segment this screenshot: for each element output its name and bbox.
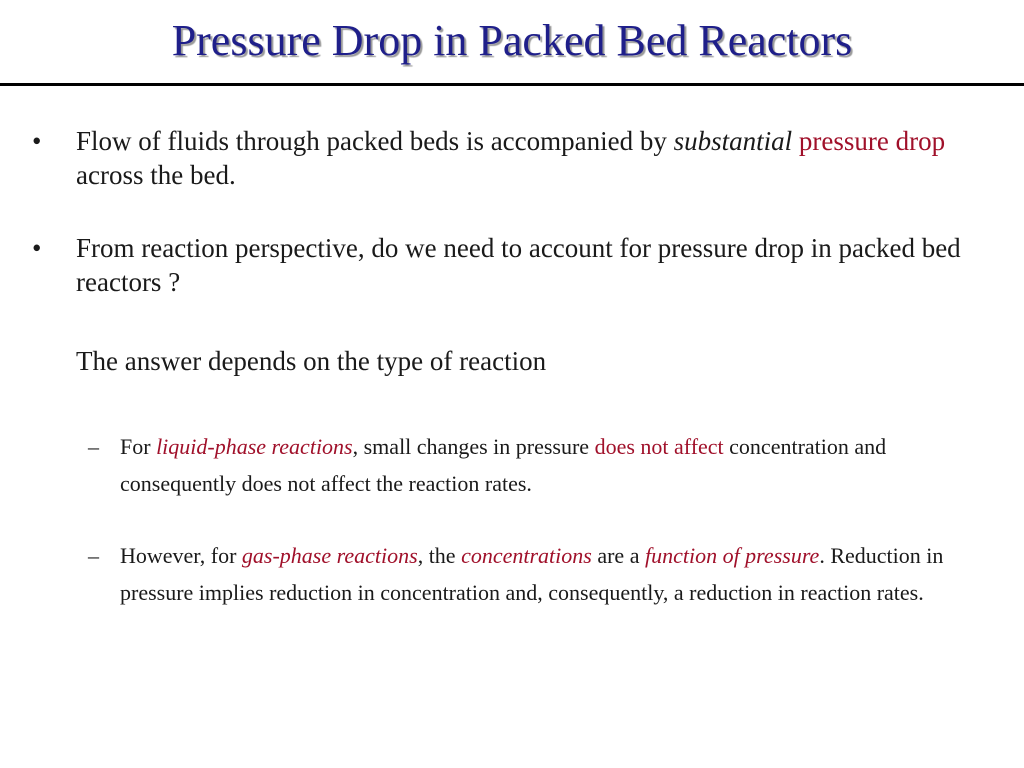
sub-bullet-marker: – <box>88 434 99 459</box>
sub-bullet-item-1 <box>88 428 968 502</box>
sub-bullet-text-segment: . Reduction in pressure implies reduction in concentration and, consequently, a reduction in reaction rates. <box>120 543 944 605</box>
bullet-text-segment: across the bed. <box>76 160 236 190</box>
sub-bullet-text-segment: , small changes in pressure <box>352 434 595 459</box>
sub-bullet-text-segment: concentration and consequently does not affect the reaction rates. <box>120 434 887 496</box>
bullet-item-1 <box>32 124 992 192</box>
sub-bullet-text-segment: However, for <box>120 543 242 568</box>
title-divider <box>0 83 1024 86</box>
bullet-item-2 <box>32 231 992 299</box>
bullet-text <box>76 124 992 192</box>
answer-text: The answer depends on the type of reaction <box>76 346 547 376</box>
emphasis-does-not-affect: does not affect <box>594 434 724 459</box>
bullet-text: From reaction perspective, do we need to account for pressure drop in packed bed reactors ? <box>76 233 961 297</box>
bullet-marker: • <box>32 126 42 156</box>
emphasis-substantial: substantial <box>673 126 793 156</box>
emphasis-gas-phase-reactions: gas-phase reactions <box>241 543 418 568</box>
bullet-text-segment <box>792 126 799 156</box>
sub-bullet-text-segment: For <box>120 434 157 459</box>
sub-bullet-text <box>120 428 968 502</box>
emphasis-concentrations: concentrations <box>461 543 592 568</box>
emphasis-pressure-drop: pressure drop <box>798 126 946 156</box>
sub-bullet-text-segment: , the <box>417 543 462 568</box>
sub-bullet-text-segment: are a <box>591 543 645 568</box>
sub-bullet-item-2 <box>88 537 968 611</box>
emphasis-function-of-pressure: function of pressure <box>644 543 820 568</box>
sub-bullet-marker: – <box>88 543 99 568</box>
bullet-marker: • <box>32 233 42 263</box>
slide-title: Pressure Drop in Packed Bed Reactors <box>171 16 853 65</box>
bullet-text-segment: Flow of fluids through packed beds is accompanied by <box>76 126 674 156</box>
emphasis-liquid-phase-reactions: liquid-phase reactions <box>156 434 353 459</box>
sub-bullet-text <box>120 537 968 611</box>
